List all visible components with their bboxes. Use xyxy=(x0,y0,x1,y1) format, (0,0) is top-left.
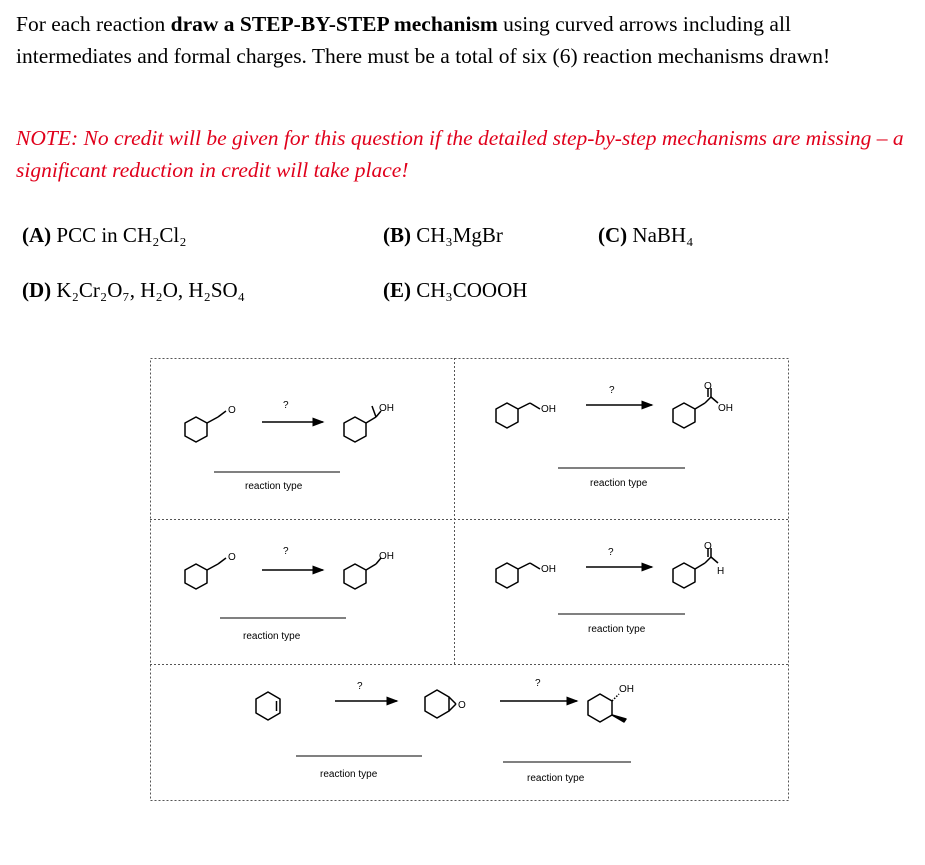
reaction2-type-label: reaction type xyxy=(590,478,648,489)
reaction2-oh-label: OH xyxy=(541,404,556,415)
reagent-e-text: CH₃COOOH xyxy=(416,278,528,302)
grid-borders xyxy=(150,358,789,801)
reaction1-product xyxy=(344,406,381,442)
reaction4-o-label: O xyxy=(704,541,712,552)
reaction2-oh-label-product: OH xyxy=(718,403,733,414)
reaction2-reactant xyxy=(496,403,540,428)
note-paragraph: NOTE: No credit will be given for this question if the detailed step-by-step mechanisms are missing – a significant reduction in credit will take place! xyxy=(16,126,904,182)
reaction4-reactant xyxy=(496,563,540,588)
reagent-b-label: (B) xyxy=(383,223,411,247)
instructions-bold: draw a STEP-BY-STEP mechanism xyxy=(170,12,498,36)
reaction5-type-label-1: reaction type xyxy=(320,769,378,780)
instructions-text-end: using curved arrows including all intermediates and formal charges. There must be a total of six (6) reaction mechanisms drawn! xyxy=(16,12,831,68)
reagent-c-label: (C) xyxy=(598,223,628,247)
reaction5-epoxide xyxy=(425,690,456,718)
reaction3-oh-label: OH xyxy=(379,551,394,562)
instructions-text-start: For each reaction xyxy=(16,12,171,36)
reaction1-reactant xyxy=(185,411,226,442)
reaction4-question: ? xyxy=(608,547,614,558)
reaction5-product xyxy=(588,694,626,722)
reaction2-question: ? xyxy=(609,385,615,396)
reagent-a-text: PCC in CH₂Cl₂ xyxy=(56,223,187,247)
reaction5-question-2: ? xyxy=(535,678,541,689)
reaction4-h-label: H xyxy=(717,566,725,577)
reaction5-type-label-2: reaction type xyxy=(527,773,585,784)
reaction2-o-label: O xyxy=(704,381,712,392)
reaction3-o-label: O xyxy=(228,552,236,563)
reaction4-type-label: reaction type xyxy=(588,624,646,635)
reagent-d-text: K₂Cr₂O₇, H₂O, H₂SO₄ xyxy=(56,278,246,302)
reaction1-oh-label: OH xyxy=(379,403,394,414)
reagent-a-label: (A) xyxy=(22,223,52,247)
reaction3-product xyxy=(344,558,381,589)
reaction5-cyclohexene xyxy=(256,692,280,720)
reaction3-reactant xyxy=(185,558,226,589)
reagent-e-label: (E) xyxy=(383,278,411,302)
reaction3-type-label: reaction type xyxy=(243,631,301,642)
reagent-b-text: CH₃MgBr xyxy=(416,223,503,247)
reagent-d-label: (D) xyxy=(22,278,52,302)
reaction1-type-label: reaction type xyxy=(245,481,303,492)
reaction1-o-label: O xyxy=(228,405,236,416)
reagent-c-text: NaBH₄ xyxy=(632,223,694,247)
reaction5-epoxide-o-label: O xyxy=(458,700,466,711)
reaction5-oh-label: OH xyxy=(619,684,634,695)
reaction5-question-1: ? xyxy=(357,681,363,692)
reaction4-product xyxy=(673,548,718,588)
reaction4-oh-label: OH xyxy=(541,564,556,575)
reaction3-question: ? xyxy=(283,546,289,557)
reaction1-question: ? xyxy=(283,400,289,411)
reaction2-product xyxy=(673,388,718,428)
